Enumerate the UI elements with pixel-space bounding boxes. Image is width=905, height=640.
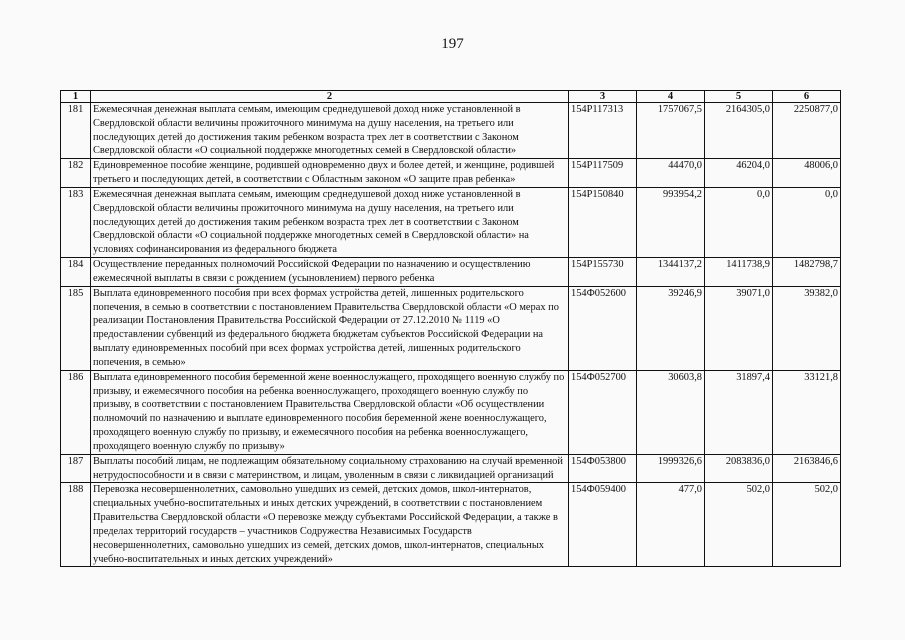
row-code: 154Ф059400	[569, 483, 637, 567]
row-description: Осуществление переданных полномочий Российской Федерации по назначению и осуществлению ежемесячной выплаты в связи с рождением (усыновлением) первого ребенка	[91, 258, 569, 287]
row-amount-col4: 30603,8	[637, 370, 705, 454]
row-amount-col5: 502,0	[705, 483, 773, 567]
row-description: Выплата единовременного пособия при всех формах устройства детей, лишенных родительского попечения, в семью в соответствии с постановлением Правительства Свердловской области «О мерах по реализации Постановления Правительства Российской Федерации от 27.12.2010 № 1119 «О предоставлении субвенций из федерального бюджета бюджетам субъектов Российской Федерации на выплату единовременных пособий при всех формах устройства детей, лишенных родительского попечения, в семью»	[91, 286, 569, 370]
row-number: 182	[61, 159, 91, 188]
table-row	[61, 103, 841, 159]
row-amount-col5: 2164305,0	[705, 103, 773, 159]
row-description: Выплаты пособий лицам, не подлежащим обязательному социальному страхованию на случай временной нетрудоспособности и в связи с материнством, и лицам, уволенным в связи с ликвидацией организаций	[91, 454, 569, 483]
row-amount-col6: 48006,0	[773, 159, 841, 188]
column-header-6: 6	[773, 91, 841, 103]
row-amount-col5: 39071,0	[705, 286, 773, 370]
row-amount-col4: 993954,2	[637, 187, 705, 257]
row-amount-col5: 2083836,0	[705, 454, 773, 483]
table-row	[61, 286, 841, 370]
row-amount-col4: 1999326,6	[637, 454, 705, 483]
table-row	[61, 187, 841, 257]
row-code: 154P117509	[569, 159, 637, 188]
row-amount-col4: 1344137,2	[637, 258, 705, 287]
table-row	[61, 370, 841, 454]
column-header-2: 2	[91, 91, 569, 103]
row-amount-col6: 2250877,0	[773, 103, 841, 159]
row-code: 154Ф052700	[569, 370, 637, 454]
row-amount-col6: 1482798,7	[773, 258, 841, 287]
column-header-4: 4	[637, 91, 705, 103]
column-header-1: 1	[61, 91, 91, 103]
row-description: Ежемесячная денежная выплата семьям, имеющим среднедушевой доход ниже установленной в Свердловской области величины прожиточного минимума на душу населения, на третьего или последующих детей до достижения таким ребенком возраста трех лет в соответствии с Законом Свердловской области «О социальной поддержке многодетных семей в Свердловской области»	[91, 103, 569, 159]
row-description: Единовременное пособие женщине, родившей одновременно двух и более детей, и женщине, родившей третьего и последующих детей, в соответствии с Областным законом «О защите прав ребенка»	[91, 159, 569, 188]
row-amount-col5: 31897,4	[705, 370, 773, 454]
row-number: 187	[61, 454, 91, 483]
row-number: 184	[61, 258, 91, 287]
row-amount-col5: 0,0	[705, 187, 773, 257]
row-amount-col6: 2163846,6	[773, 454, 841, 483]
row-amount-col4: 1757067,5	[637, 103, 705, 159]
row-description: Выплата единовременного пособия беременной жене военнослужащего, проходящего военную службу по призыву, и ежемесячного пособия на ребенка военнослужащего, проходящего военную службу по призыву, в соответствии с постановлением Правительства Свердловской области «Об осуществлении полномочий по назначению и выплате единовременного пособия беременной жене военнослужащего, проходящего военную службу по призыву, и ежемесячного пособия на ребенка военнослужащего, проходящего военную службу по призыву»	[91, 370, 569, 454]
row-code: 154Ф053800	[569, 454, 637, 483]
row-code: 154P117313	[569, 103, 637, 159]
row-description: Перевозка несовершеннолетних, самовольно ушедших из семей, детских домов, школ-интернатов, специальных учебно-воспитательных и иных детских учреждений, в соответствии с постановлением Правительства Свердловской области «О перевозке между субъектами Российской Федерации, а также в пределах территорий государств – участников Содружества Независимых Государств несовершеннолетних, самовольно ушедших из семей, детских домов, школ-интернатов, специальных учебно-воспитательных и иных детских учреждений»	[91, 483, 569, 567]
row-amount-col6: 39382,0	[773, 286, 841, 370]
row-number: 185	[61, 286, 91, 370]
table-row	[61, 454, 841, 483]
table-row	[61, 159, 841, 188]
header-row	[61, 91, 841, 103]
column-header-5: 5	[705, 91, 773, 103]
row-number: 181	[61, 103, 91, 159]
budget-table	[60, 90, 841, 567]
row-number: 188	[61, 483, 91, 567]
row-amount-col4: 44470,0	[637, 159, 705, 188]
row-number: 186	[61, 370, 91, 454]
table-row	[61, 258, 841, 287]
column-header-3: 3	[569, 91, 637, 103]
row-number: 183	[61, 187, 91, 257]
row-amount-col6: 0,0	[773, 187, 841, 257]
row-description: Ежемесячная денежная выплата семьям, имеющим среднедушевой доход ниже установленной в Свердловской области величины прожиточного минимума на душу населения, на третьего или последующих детей до достижения таким ребенком возраста трех лет в соответствии с Законом Свердловской области «О социальной поддержке многодетных семей в Свердловской области» на условиях софинансирования из федерального бюджета	[91, 187, 569, 257]
row-amount-col6: 33121,8	[773, 370, 841, 454]
row-code: 154P155730	[569, 258, 637, 287]
page-number: 197	[441, 36, 464, 52]
row-amount-col5: 46204,0	[705, 159, 773, 188]
row-amount-col4: 39246,9	[637, 286, 705, 370]
row-amount-col6: 502,0	[773, 483, 841, 567]
row-code: 154Ф052600	[569, 286, 637, 370]
row-amount-col4: 477,0	[637, 483, 705, 567]
row-amount-col5: 1411738,9	[705, 258, 773, 287]
row-code: 154P150840	[569, 187, 637, 257]
table-row	[61, 483, 841, 567]
